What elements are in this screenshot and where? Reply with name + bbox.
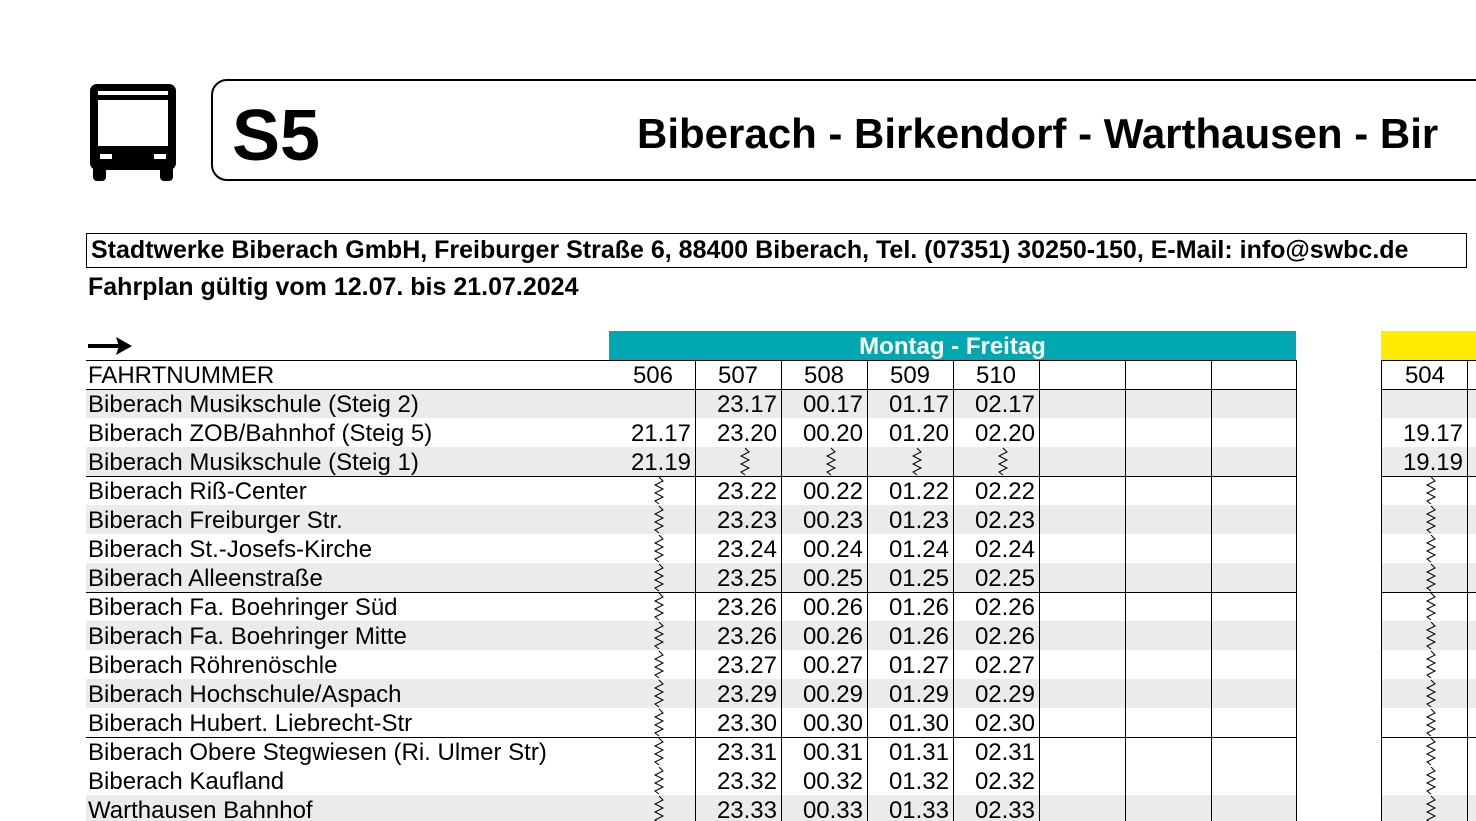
zigzag-icon bbox=[1425, 737, 1437, 766]
line-number: S5 bbox=[232, 96, 321, 176]
departure-time: 02.32 bbox=[974, 768, 1035, 795]
row-divider bbox=[86, 592, 1296, 593]
day-band-weekday: Montag - Freitag bbox=[609, 331, 1296, 360]
zigzag-icon bbox=[653, 534, 665, 563]
pass-through-cell bbox=[609, 650, 695, 679]
day-band-weekend bbox=[1381, 331, 1476, 360]
table-row bbox=[0, 795, 1476, 821]
departure-time: 23.33 bbox=[716, 797, 777, 821]
zigzag-icon bbox=[1425, 505, 1437, 534]
column-divider bbox=[695, 360, 696, 821]
departure-time: 00.17 bbox=[802, 391, 863, 418]
table-row bbox=[0, 679, 1476, 708]
departure-time bbox=[1381, 389, 1467, 418]
departure-time: 02.23 bbox=[974, 507, 1035, 534]
departure-time: 01.24 bbox=[888, 536, 949, 563]
departure-time: 23.24 bbox=[716, 536, 777, 563]
row-divider bbox=[1381, 476, 1476, 477]
pass-through-cell bbox=[1381, 795, 1467, 821]
table-row bbox=[0, 563, 1476, 592]
zigzag-icon bbox=[653, 650, 665, 679]
stop-name: Biberach Musikschule (Steig 2) bbox=[88, 391, 419, 418]
trip-number bbox=[1211, 360, 1297, 389]
trip-number-row bbox=[0, 360, 1476, 389]
zigzag-icon bbox=[653, 737, 665, 766]
table-row bbox=[0, 737, 1476, 766]
row-divider bbox=[86, 360, 1296, 361]
zigzag-icon bbox=[911, 447, 923, 476]
zigzag-icon bbox=[653, 621, 665, 650]
table-row bbox=[0, 505, 1476, 534]
stop-name: Biberach Hubert. Liebrecht-Str bbox=[88, 710, 413, 737]
column-divider bbox=[1039, 360, 1040, 821]
zigzag-icon bbox=[653, 766, 665, 795]
zigzag-icon bbox=[653, 476, 665, 505]
pass-through-cell bbox=[1381, 476, 1467, 505]
zigzag-icon bbox=[1425, 766, 1437, 795]
departure-time: 02.29 bbox=[974, 681, 1035, 708]
departure-time: 23.32 bbox=[716, 768, 777, 795]
departure-time: 02.31 bbox=[974, 739, 1035, 766]
departure-time: 00.26 bbox=[802, 594, 863, 621]
departure-time: 00.31 bbox=[802, 739, 863, 766]
departure-time: 23.30 bbox=[716, 710, 777, 737]
departure-time: 00.22 bbox=[802, 478, 863, 505]
zigzag-icon bbox=[739, 447, 751, 476]
table-row bbox=[0, 389, 1476, 418]
departure-time: 23.26 bbox=[716, 623, 777, 650]
departure-time: 02.26 bbox=[974, 594, 1035, 621]
departure-time: 00.20 bbox=[802, 420, 863, 447]
row-divider bbox=[1381, 360, 1476, 361]
stop-name: Biberach Freiburger Str. bbox=[88, 507, 343, 534]
departure-time: 01.25 bbox=[888, 565, 949, 592]
column-divider bbox=[1125, 360, 1126, 821]
departure-time: 23.27 bbox=[716, 652, 777, 679]
stop-name: Biberach Kaufland bbox=[88, 768, 285, 795]
pass-through-cell bbox=[1381, 766, 1467, 795]
table-row bbox=[0, 534, 1476, 563]
trip-number: 508 bbox=[803, 362, 845, 389]
zigzag-icon bbox=[1425, 708, 1437, 737]
pass-through-cell bbox=[1381, 563, 1467, 592]
departure-time: 02.26 bbox=[974, 623, 1035, 650]
departure-time: 02.17 bbox=[974, 391, 1035, 418]
column-divider bbox=[867, 360, 868, 821]
departure-time: 23.20 bbox=[716, 420, 777, 447]
departure-time bbox=[609, 389, 695, 418]
stop-name: Biberach Fa. Boehringer Süd bbox=[88, 594, 398, 621]
row-divider bbox=[86, 737, 1296, 738]
departure-time: 23.25 bbox=[716, 565, 777, 592]
departure-time: 02.25 bbox=[974, 565, 1035, 592]
stop-name: Warthausen Bahnhof bbox=[88, 797, 313, 821]
stop-name: Biberach ZOB/Bahnhof (Steig 5) bbox=[88, 420, 433, 447]
departure-time: 23.31 bbox=[716, 739, 777, 766]
departure-time: 00.26 bbox=[802, 623, 863, 650]
departure-time: 00.29 bbox=[802, 681, 863, 708]
zigzag-icon bbox=[653, 592, 665, 621]
pass-through-cell bbox=[609, 766, 695, 795]
trip-number: 507 bbox=[717, 362, 759, 389]
stop-name: Biberach Hochschule/Aspach bbox=[88, 681, 402, 708]
trip-number bbox=[1125, 360, 1211, 389]
pass-through-cell bbox=[867, 447, 953, 476]
departure-time: 02.27 bbox=[974, 652, 1035, 679]
stop-name: Biberach Riß-Center bbox=[88, 478, 307, 505]
pass-through-cell bbox=[1381, 621, 1467, 650]
departure-time: 01.30 bbox=[888, 710, 949, 737]
pass-through-cell bbox=[609, 621, 695, 650]
pass-through-cell bbox=[609, 708, 695, 737]
trip-number: 510 bbox=[975, 362, 1017, 389]
departure-time: 02.33 bbox=[974, 797, 1035, 821]
departure-time: 02.20 bbox=[974, 420, 1035, 447]
pass-through-cell bbox=[1381, 679, 1467, 708]
zigzag-icon bbox=[825, 447, 837, 476]
zigzag-icon bbox=[653, 563, 665, 592]
pass-through-cell bbox=[1381, 592, 1467, 621]
row-divider bbox=[1381, 592, 1476, 593]
departure-time: 19.17 bbox=[1402, 420, 1463, 447]
stop-name: Biberach Röhrenöschle bbox=[88, 652, 338, 679]
departure-time: 01.32 bbox=[888, 768, 949, 795]
departure-time: 01.26 bbox=[888, 623, 949, 650]
zigzag-icon bbox=[997, 447, 1009, 476]
stop-name: Biberach Obere Stegwiesen (Ri. Ulmer Str) bbox=[88, 739, 547, 766]
pass-through-cell bbox=[1381, 505, 1467, 534]
zigzag-icon bbox=[653, 795, 665, 821]
bus-icon bbox=[89, 82, 179, 182]
zigzag-icon bbox=[1425, 563, 1437, 592]
departure-time: 23.29 bbox=[716, 681, 777, 708]
pass-through-cell bbox=[609, 737, 695, 766]
departure-time: 00.25 bbox=[802, 565, 863, 592]
row-divider bbox=[86, 476, 1296, 477]
table-row bbox=[0, 621, 1476, 650]
arrow-right-icon bbox=[88, 334, 133, 358]
pass-through-cell bbox=[953, 447, 1039, 476]
zigzag-icon bbox=[1425, 621, 1437, 650]
column-divider bbox=[953, 360, 954, 821]
departure-time: 00.32 bbox=[802, 768, 863, 795]
departure-time: 23.23 bbox=[716, 507, 777, 534]
row-divider bbox=[1381, 737, 1476, 738]
departure-time: 01.23 bbox=[888, 507, 949, 534]
operator-info: Stadtwerke Biberach GmbH, Freiburger Straße 6, 88400 Biberach, Tel. (07351) 30250-150, E-Mail: info@swbc.de bbox=[86, 233, 1467, 268]
table-row bbox=[0, 650, 1476, 679]
table-row bbox=[0, 447, 1476, 476]
pass-through-cell bbox=[609, 563, 695, 592]
stop-name: Biberach Alleenstraße bbox=[88, 565, 323, 592]
pass-through-cell bbox=[609, 592, 695, 621]
pass-through-cell bbox=[1381, 534, 1467, 563]
departure-time: 01.22 bbox=[888, 478, 949, 505]
row-divider bbox=[1381, 389, 1476, 390]
pass-through-cell bbox=[609, 679, 695, 708]
zigzag-icon bbox=[1425, 534, 1437, 563]
validity-text: Fahrplan gültig vom 12.07. bis 21.07.2024 bbox=[88, 273, 579, 301]
departure-time: 01.31 bbox=[888, 739, 949, 766]
zigzag-icon bbox=[1425, 650, 1437, 679]
pass-through-cell bbox=[609, 476, 695, 505]
table-row bbox=[0, 708, 1476, 737]
departure-time: 21.17 bbox=[630, 420, 691, 447]
trip-number bbox=[1039, 360, 1125, 389]
zigzag-icon bbox=[653, 708, 665, 737]
table-row bbox=[0, 418, 1476, 447]
stop-name: Biberach St.-Josefs-Kirche bbox=[88, 536, 373, 563]
trip-number: 504 bbox=[1404, 362, 1445, 389]
departure-time: 00.27 bbox=[802, 652, 863, 679]
departure-time: 02.22 bbox=[974, 478, 1035, 505]
column-divider bbox=[1296, 360, 1297, 821]
departure-time: 02.24 bbox=[974, 536, 1035, 563]
departure-time: 02.30 bbox=[974, 710, 1035, 737]
trip-number-label: FAHRTNUMMER bbox=[88, 362, 275, 389]
departure-time: 23.17 bbox=[716, 391, 777, 418]
timetable bbox=[0, 360, 1476, 821]
zigzag-icon bbox=[1425, 592, 1437, 621]
zigzag-icon bbox=[1425, 476, 1437, 505]
stop-name: Biberach Fa. Boehringer Mitte bbox=[88, 623, 407, 650]
departure-time: 23.22 bbox=[716, 478, 777, 505]
pass-through-cell bbox=[781, 447, 867, 476]
table-row bbox=[0, 476, 1476, 505]
departure-time: 00.24 bbox=[802, 536, 863, 563]
pass-through-cell bbox=[1381, 708, 1467, 737]
departure-time: 01.33 bbox=[888, 797, 949, 821]
route-title: Biberach - Birkendorf - Warthausen - Bir bbox=[637, 110, 1439, 157]
departure-time: 21.19 bbox=[630, 449, 691, 476]
departure-time: 00.23 bbox=[802, 507, 863, 534]
column-divider bbox=[1381, 360, 1382, 821]
column-divider bbox=[781, 360, 782, 821]
departure-time: 01.26 bbox=[888, 594, 949, 621]
pass-through-cell bbox=[609, 505, 695, 534]
departure-time: 00.30 bbox=[802, 710, 863, 737]
pass-through-cell bbox=[609, 795, 695, 821]
zigzag-icon bbox=[1425, 795, 1437, 821]
trip-number: 506 bbox=[632, 362, 673, 389]
pass-through-cell bbox=[609, 534, 695, 563]
table-row bbox=[0, 766, 1476, 795]
departure-time: 01.29 bbox=[888, 681, 949, 708]
departure-time: 23.26 bbox=[716, 594, 777, 621]
column-divider bbox=[1467, 360, 1468, 821]
departure-time: 19.19 bbox=[1402, 449, 1463, 476]
stop-name: Biberach Musikschule (Steig 1) bbox=[88, 449, 419, 476]
departure-time: 01.27 bbox=[888, 652, 949, 679]
column-divider bbox=[1211, 360, 1212, 821]
zigzag-icon bbox=[653, 679, 665, 708]
pass-through-cell bbox=[695, 447, 781, 476]
zigzag-icon bbox=[653, 505, 665, 534]
pass-through-cell bbox=[1381, 737, 1467, 766]
pass-through-cell bbox=[1381, 650, 1467, 679]
row-divider bbox=[86, 389, 1296, 390]
departure-time: 01.17 bbox=[888, 391, 949, 418]
departure-time: 00.33 bbox=[802, 797, 863, 821]
zigzag-icon bbox=[1425, 679, 1437, 708]
table-row bbox=[0, 592, 1476, 621]
departure-time: 01.20 bbox=[888, 420, 949, 447]
trip-number: 509 bbox=[889, 362, 931, 389]
